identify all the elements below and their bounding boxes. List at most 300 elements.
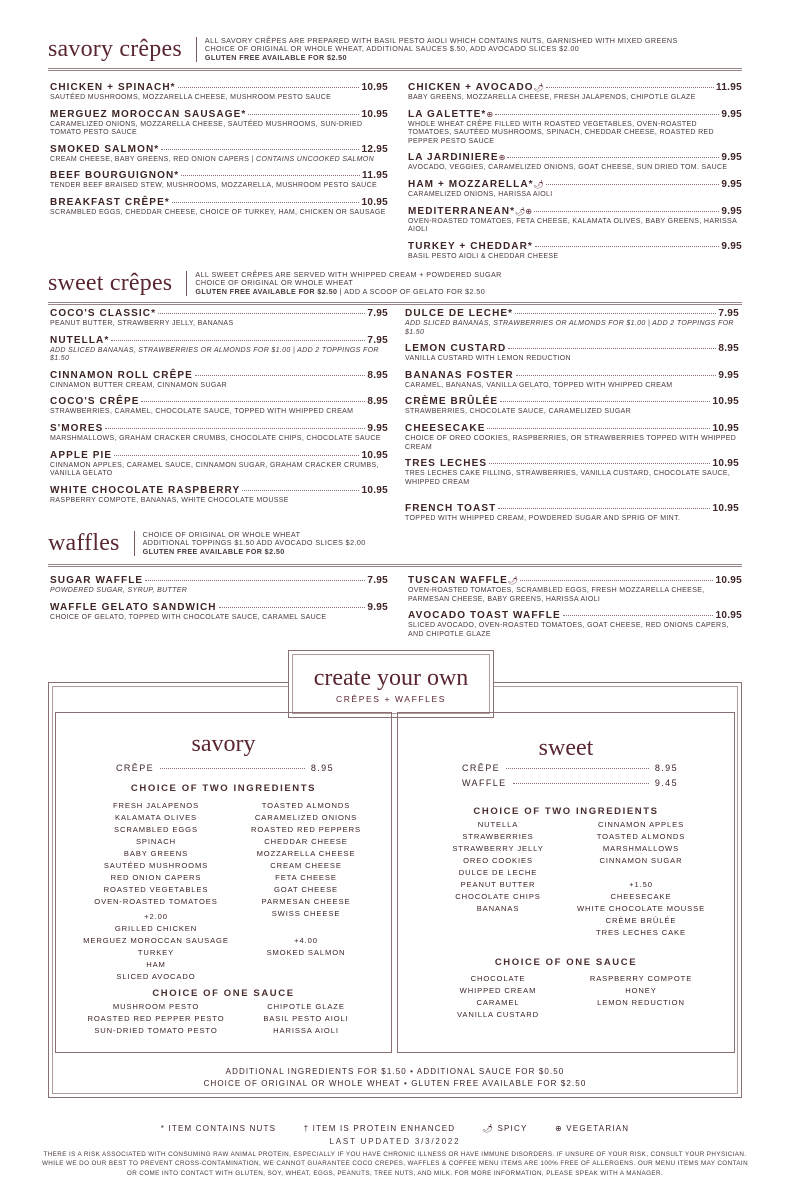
dot-leader [508, 348, 716, 349]
dot-leader [563, 615, 714, 616]
legend-nuts: * ITEM CONTAINS NUTS [160, 1124, 277, 1133]
option-item: SPINACH [135, 837, 177, 846]
item-description [405, 382, 739, 391]
diet-icon: 🌶 [533, 179, 544, 189]
savory-ingredients-heading: CHOICE OF TWO INGREDIENTS [130, 783, 317, 794]
menu-item [408, 179, 742, 200]
waffles-left-column [50, 575, 388, 628]
item-description-text: OVEN-ROASTED TOMATOES, SCRAMBLED EGGS, FRESH MOZZARELLA CHEESE, PARMESAN CHEESE, BABY GREENS, HARISSA AIOLI [408, 587, 705, 603]
item-price: 12.95 [361, 143, 388, 155]
menu-item [405, 343, 739, 364]
menu-item [50, 82, 388, 103]
item-price: 9.95 [718, 369, 739, 381]
base-price: 8.95 [654, 763, 678, 773]
legend-spicy: 🌶 SPICY [482, 1124, 528, 1133]
item-price: 10.95 [715, 610, 742, 622]
item-description-text: WHOLE WHEAT CRÊPE FILLED WITH ROASTED VEGETABLES, OVEN-ROASTED TOMATOES, SAUTÉED MUSHROOMS, SPINACH, CHEDDAR CHEESE, ROASTED RED PEPPER PESTO SAUCE [408, 120, 714, 145]
item-price: 7.95 [367, 334, 388, 346]
item-description-text: BASIL PESTO AIOLI & CHEDDAR CHEESE [408, 252, 559, 260]
waffles-note [134, 531, 366, 556]
item-price: 10.95 [361, 484, 388, 496]
item-name: FRENCH TOAST [405, 503, 497, 515]
savory-sauce-right [216, 1001, 396, 1037]
menu-item [50, 575, 388, 596]
item-description-text: CHOICE OF OREO COOKIES, RASPBERRIES, OR STRAWBERRIES TOPPED WITH WHIPPED CREAM [405, 434, 737, 451]
option-item: SAUTÉED MUSHROOMS [103, 861, 209, 870]
savory-title: savory crêpes [48, 36, 182, 62]
item-name: CHICKEN + AVOCADO [408, 82, 534, 93]
item-name: SUGAR WAFFLE [50, 575, 144, 586]
item-name: TURKEY + CHEDDAR* [408, 240, 533, 252]
dot-leader [158, 313, 365, 314]
menu-item [405, 308, 739, 337]
menu-item [408, 82, 742, 103]
item-description-text: BABY GREENS, MOZZARELLA CHEESE, FRESH JALAPENOS, CHIPOTLE GLAZE [408, 94, 696, 101]
item-description-text: CARAMEL, BANANAS, VANILLA GELATO, TOPPED WITH WHIPPED CREAM [405, 381, 673, 389]
item-description [405, 470, 739, 487]
dot-leader [111, 340, 365, 341]
option-item: MOZZARELLA CHEESE [256, 849, 356, 858]
sweet-title: sweet crêpes [48, 270, 173, 296]
item-price: 10.95 [712, 396, 739, 408]
item-description [408, 622, 742, 639]
menu-item [408, 206, 742, 235]
item-description-text: TOPPED WITH WHIPPED CREAM, POWDERED SUGAR AND SPRIG OF MINT. [405, 515, 681, 523]
item-name: TUSCAN WAFFLE [408, 575, 508, 586]
item-description [50, 462, 388, 479]
item-name: APPLE PIE [50, 449, 113, 461]
sweet-panel [397, 712, 735, 1053]
savory-sauce-heading: CHOICE OF ONE SAUCE [152, 988, 295, 999]
item-description [408, 164, 742, 173]
dot-leader [114, 455, 359, 456]
item-name: NUTELLA* [50, 334, 110, 346]
create-your-own-title: create your own [313, 665, 469, 691]
menu-item [50, 197, 388, 218]
option-item: FETA CHEESE [275, 873, 337, 882]
dot-leader [172, 202, 360, 203]
item-description [405, 355, 739, 364]
sweet-header [48, 270, 502, 297]
option-item: MUSHROOM PESTO [112, 1002, 200, 1011]
option-item: GRILLED CHICKEN [114, 924, 198, 933]
sweet-ingredients-right [548, 819, 734, 867]
item-description [405, 435, 739, 452]
option-item: WHIPPED CREAM [459, 986, 537, 995]
option-item: ROASTED RED PEPPER PESTO [87, 1014, 225, 1023]
option-item: SCRAMBLED EGGS [114, 825, 198, 834]
savory-note-line: CHOICE OF ORIGINAL OR WHOLE WHEAT, ADDITIONAL SAUCES $.50, ADD AVOCADO SLICES $2.00 [204, 44, 580, 54]
dot-leader [242, 490, 359, 491]
item-description [50, 382, 388, 391]
item-description-text: SAUTÉED MUSHROOMS, MOZZARELLA CHEESE, MUSHROOM PESTO SAUCE [50, 94, 332, 101]
savory-note [196, 37, 678, 62]
item-name: TRES LECHES [405, 458, 488, 470]
sweet-panel-title: sweet [538, 735, 594, 761]
price-tier-label: +4.00 [294, 936, 318, 945]
waffles-right-column [408, 575, 742, 645]
price-tier-label: +2.00 [144, 912, 168, 921]
option-item: HARISSA AIOLI [273, 1026, 339, 1035]
item-description [50, 121, 388, 138]
item-name: SMOKED SALMON* [50, 143, 160, 155]
menu-item [408, 152, 742, 173]
item-name: BANANAS FOSTER [405, 369, 514, 381]
dot-leader [145, 580, 365, 581]
diet-icon: 🌶 [533, 83, 544, 92]
sweet-base-waffle [462, 778, 678, 788]
item-description-text: STRAWBERRIES, CHOCOLATE SAUCE, CARAMELIZED SUGAR [405, 408, 632, 416]
dot-leader [535, 246, 719, 247]
menu-item [408, 241, 742, 262]
item-name: AVOCADO TOAST WAFFLE [408, 610, 561, 622]
sweet-note [186, 271, 501, 296]
menu-item [408, 575, 742, 604]
savory-header [48, 36, 678, 63]
item-description [405, 320, 739, 337]
base-name: CRÊPE [462, 763, 501, 773]
item-description-text: CARAMELIZED ONIONS, HARISSA AIOLI [408, 190, 553, 198]
dot-leader [487, 428, 710, 429]
dot-leader [178, 87, 360, 88]
item-price: 8.95 [367, 369, 388, 381]
option-item: BABY GREENS [123, 849, 189, 858]
item-name: LA JARDINIERE [408, 152, 499, 164]
item-name: CINNAMON ROLL CRÊPE [50, 369, 193, 381]
option-item: STRAWBERRIES [462, 832, 534, 841]
item-description [50, 347, 388, 364]
item-description-note: | CONTAINS UNCOOKED SALMON [249, 155, 375, 163]
dot-leader [219, 607, 366, 608]
option-item: CHOCOLATE CHIPS [455, 892, 541, 901]
option-item: CARAMEL [476, 998, 520, 1007]
sweet-ingredients-heading: CHOICE OF TWO INGREDIENTS [473, 806, 659, 817]
option-item: DULCE DE LECHE [458, 868, 538, 877]
item-description [408, 587, 742, 604]
item-description-text: TENDER BEEF BRAISED STEW, MUSHROOMS, MOZZARELLA, MUSHROOM PESTO SAUCE [50, 182, 378, 190]
sweet-note-line: ALL SWEET CRÊPES ARE SERVED WITH WHIPPED CREAM + POWDERED SUGAR [195, 270, 502, 280]
legend [0, 1124, 790, 1133]
item-price: 9.95 [721, 240, 742, 252]
item-price: 10.95 [712, 422, 739, 434]
menu-item [408, 610, 742, 639]
waffles-note-line: CHOICE OF ORIGINAL OR WHOLE WHEAT [142, 530, 301, 540]
sweet-right-column [405, 308, 739, 530]
item-description [50, 320, 388, 329]
dot-leader [141, 401, 365, 402]
divider [48, 302, 742, 305]
item-description-text: SCRAMBLED EGGS, CHEDDAR CHEESE, CHOICE OF TURKEY, HAM, CHICKEN OR SAUSAGE [50, 208, 386, 216]
diet-icon: 🌶 [507, 576, 519, 585]
dot-leader [513, 783, 649, 784]
item-description [405, 515, 739, 524]
dot-leader [495, 114, 719, 115]
item-name: CHEESECAKE [405, 422, 486, 434]
item-description-text: MARSHMALLOWS, GRAHAM CRACKER CRUMBS, CHOCOLATE CHIPS, CHOCOLATE SAUCE [50, 434, 381, 442]
diet-icon: ⊕ [498, 153, 506, 163]
option-item: CHEDDAR CHEESE [264, 837, 348, 846]
option-item: STRAWBERRY JELLY [452, 844, 544, 853]
dot-leader [500, 401, 710, 402]
item-description-note: POWDERED SUGAR, SYRUP, BUTTER [50, 587, 188, 594]
diet-icon: 🌶⊕ [515, 206, 532, 216]
dot-leader [534, 211, 719, 212]
item-description [50, 497, 388, 506]
item-price: 9.95 [367, 422, 388, 434]
option-item: CRÈME BRÛLÉE [605, 916, 677, 925]
item-description-text: SLICED AVOCADO, OVEN-ROASTED TOMATOES, GOAT CHEESE, RED ONIONS CAPERS, AND CHIPOTLE GLAZE [408, 622, 729, 638]
item-description [50, 614, 388, 623]
menu-item [50, 485, 388, 506]
savory-left-column [50, 82, 388, 224]
item-price: 9.95 [367, 601, 388, 613]
item-description-text: OVEN-ROASTED TOMATOES, FETA CHEESE, KALAMATA OLIVES, BABY GREENS, HARISSA AIOLI [408, 217, 737, 234]
dot-leader [507, 157, 719, 158]
dot-leader [195, 375, 365, 376]
option-item: CINNAMON SUGAR [599, 856, 683, 865]
item-price: 7.95 [718, 308, 739, 319]
legend-vegetarian: ⊕ VEGETARIAN [554, 1124, 630, 1133]
option-item: RED ONION CAPERS [110, 873, 202, 882]
option-item: VANILLA CUSTARD [456, 1010, 539, 1019]
item-price: 7.95 [367, 575, 388, 586]
sweet-left-column [50, 308, 388, 511]
dot-leader [489, 463, 710, 464]
item-name: COCO'S CLASSIC* [50, 308, 157, 319]
item-price: 11.95 [362, 170, 388, 182]
option-item: CARAMELIZED ONIONS [254, 813, 358, 822]
item-description-text: CARAMELIZED ONIONS, MOZZARELLA CHEESE, SAUTÉED MUSHROOMS, SUN-DRIED TOMATO PESTO SAUCE [50, 120, 363, 137]
sweet-plus-list [548, 879, 734, 939]
price-tier-label: +1.50 [629, 880, 653, 889]
item-price: 8.95 [718, 343, 739, 355]
savory-panel [55, 712, 392, 1053]
divider [48, 564, 742, 567]
item-price: 9.95 [721, 178, 742, 190]
item-description [405, 408, 739, 417]
item-name: MEDITERRANEAN* [408, 205, 516, 217]
item-price: 10.95 [361, 82, 388, 93]
dot-leader [546, 184, 720, 185]
item-description-text: RASPBERRY COMPOTE, BANANAS, WHITE CHOCOLATE MOUSSE [50, 496, 289, 504]
item-description-text: CINNAMON APPLES, CARAMEL SAUCE, CINNAMON SUGAR, GRAHAM CRACKER CRUMBS, VANILLA GELATO [50, 461, 379, 478]
item-description [50, 435, 388, 444]
item-name: COCO'S CRÊPE [50, 396, 140, 408]
item-description [408, 253, 742, 262]
item-name: WHITE CHOCOLATE RASPBERRY [50, 484, 241, 496]
savory-note-line: ALL SAVORY CRÊPES ARE PREPARED WITH BASIL PESTO AIOLI WHICH CONTAINS NUTS, GARNISHED WITH MIXED GREENS [204, 36, 678, 46]
savory-note-line: GLUTEN FREE AVAILABLE FOR $2.50 [204, 52, 347, 62]
legend-protein: † ITEM IS PROTEIN ENHANCED [303, 1124, 456, 1133]
item-name: DULCE DE LECHE* [405, 308, 514, 319]
sweet-note-line: | ADD A SCOOP OF GELATO FOR $2.50 [337, 286, 486, 296]
dot-leader [161, 149, 359, 150]
item-description [50, 587, 388, 596]
option-item: SMOKED SALMON [266, 948, 346, 957]
menu-item [408, 109, 742, 147]
option-item: CHEESECAKE [610, 892, 672, 901]
last-updated: LAST UPDATED 3/3/2022 [329, 1137, 461, 1146]
item-description-text: STRAWBERRIES, CARAMEL, CHOCOLATE SAUCE, TOPPED WITH WHIPPED CREAM [50, 408, 354, 416]
base-name: CRÊPE [116, 763, 155, 773]
option-item: HAM [146, 960, 166, 969]
menu-item [405, 370, 739, 391]
savory-panel-title: savory [191, 731, 256, 757]
item-name: LEMON CUSTARD [405, 343, 507, 355]
dot-leader [516, 375, 717, 376]
item-description [408, 218, 742, 235]
item-name: CRÈME BRÛLÉE [405, 396, 499, 408]
item-price: 11.95 [716, 82, 742, 93]
option-item: ROASTED RED PEPPERS [251, 825, 361, 834]
option-item: TOASTED ALMONDS [596, 832, 686, 841]
menu-item [50, 109, 388, 138]
item-price: 9.95 [721, 205, 742, 217]
sweet-sauce-heading: CHOICE OF ONE SAUCE [494, 957, 638, 968]
divider [48, 68, 742, 71]
option-item: MARSHMALLOWS [602, 844, 680, 853]
option-item: KALAMATA OLIVES [114, 813, 197, 822]
option-item: CREAM CHEESE [270, 861, 342, 870]
option-item: FRESH JALAPENOS [112, 801, 200, 810]
option-item: SUN-DRIED TOMATO PESTO [94, 1026, 218, 1035]
base-price: 8.95 [310, 763, 334, 773]
item-price: 9.95 [721, 152, 742, 164]
item-description-note: ADD SLICED BANANAS, STRAWBERRIES OR ALMONDS FOR $1.00 | ADD 2 TOPPINGS FOR $1.50 [405, 320, 734, 336]
item-name: HAM + MOZZARELLA* [408, 178, 534, 190]
menu-item [50, 396, 388, 417]
item-description [50, 182, 388, 191]
option-item: LEMON REDUCTION [597, 998, 685, 1007]
option-item: TOASTED ALMONDS [261, 801, 351, 810]
dot-leader [506, 768, 649, 769]
option-item: OVEN-ROASTED TOMATOES [94, 897, 218, 906]
menu-item [50, 308, 388, 329]
waffles-note-line: GLUTEN FREE AVAILABLE FOR $2.50 [142, 546, 285, 556]
dot-leader [248, 114, 359, 115]
option-item: SWISS CHEESE [271, 909, 341, 918]
option-item: HONEY [625, 986, 657, 995]
option-item: OREO COOKIES [463, 856, 533, 865]
menu-item [50, 450, 388, 479]
cyo-footer-note [60, 1066, 730, 1090]
item-name: WAFFLE GELATO SANDWICH [50, 601, 217, 613]
savory-ingredients-right [216, 800, 396, 920]
dot-leader [105, 428, 365, 429]
dot-leader [498, 508, 710, 509]
cyo-footer-line: ADDITIONAL INGREDIENTS FOR $1.50 • ADDITIONAL SAUCE FOR $0.50 [225, 1067, 565, 1076]
menu-item [50, 335, 388, 364]
sweet-note-line: CHOICE OF ORIGINAL OR WHOLE WHEAT [195, 278, 354, 288]
sweet-note-line: GLUTEN FREE AVAILABLE FOR $2.50 [195, 286, 338, 296]
item-price: 10.95 [715, 575, 742, 586]
option-item: PEANUT BUTTER [460, 880, 536, 889]
item-description-text: AVOCADO, VEGGIES, CARAMELIZED ONIONS, GOAT CHEESE, SUN DRIED TOM. SAUCE [408, 164, 728, 172]
item-name: CHICKEN + SPINACH* [50, 82, 176, 93]
menu-item [50, 423, 388, 444]
item-description-text: CHOICE OF GELATO, TOPPED WITH CHOCOLATE SAUCE, CARAMEL SAUCE [50, 613, 327, 621]
item-description [408, 121, 742, 147]
option-item: ROASTED VEGETABLES [103, 885, 209, 894]
option-item: WHITE CHOCOLATE MOUSSE [576, 904, 706, 913]
item-price: 7.95 [367, 308, 388, 319]
menu-item [50, 144, 388, 165]
item-description-text: CINNAMON BUTTER CREAM, CINNAMON SUGAR [50, 381, 228, 389]
item-name: LA GALETTE* [408, 108, 487, 120]
item-price: 9.95 [721, 108, 742, 120]
sweet-sauce-right [548, 973, 734, 1009]
option-item: RASPBERRY COMPOTE [589, 974, 693, 983]
option-item: BANANAS [476, 904, 520, 913]
item-name: BREAKFAST CRÊPE* [50, 196, 170, 208]
item-price: 10.95 [712, 458, 739, 470]
menu-item [50, 370, 388, 391]
dot-leader [515, 313, 716, 314]
menu-item [405, 423, 739, 452]
waffles-note-line: ADDITIONAL TOPPINGS $1.50 ADD AVOCADO SLICES $2.00 [142, 538, 366, 548]
item-description-text: PEANUT BUTTER, STRAWBERRY JELLY, BANANAS [50, 320, 234, 327]
item-name: BEEF BOURGUIGNON* [50, 170, 180, 182]
base-name: WAFFLE [462, 778, 507, 788]
item-description [408, 94, 742, 103]
option-item: MERGUEZ MOROCCAN SAUSAGE [83, 936, 229, 945]
item-description [50, 94, 388, 103]
item-description [50, 408, 388, 417]
base-price: 9.45 [654, 778, 678, 788]
savory-right-column [408, 82, 742, 267]
dot-leader [546, 87, 714, 88]
dot-leader [181, 175, 360, 176]
savory-plus4-list [216, 935, 396, 959]
option-item: CINNAMON APPLES [597, 820, 685, 829]
dot-leader [160, 768, 305, 769]
menu-item [405, 396, 739, 417]
title-box-inner [292, 654, 490, 714]
option-item: CHIPOTLE GLAZE [267, 1002, 345, 1011]
diet-icon: ⊕ [486, 109, 494, 119]
item-price: 8.95 [367, 396, 388, 408]
menu-item [405, 503, 739, 524]
waffles-header [48, 530, 366, 557]
item-price: 10.95 [361, 108, 388, 120]
option-item: TURKEY [137, 948, 175, 957]
menu-item [405, 458, 739, 487]
menu-item [50, 602, 388, 623]
option-item: TRES LECHES CAKE [596, 928, 686, 937]
item-description-note: ADD SLICED BANANAS, STRAWBERRIES OR ALMONDS FOR $1.00 | ADD 2 TOPPINGS FOR $1.50 [50, 346, 379, 363]
item-description [50, 209, 388, 218]
option-item: BASIL PESTO AIOLI [263, 1014, 349, 1023]
option-item: SLICED AVOCADO [116, 972, 196, 981]
item-description-text: CREAM CHEESE, BABY GREENS, RED ONION CAPERS [50, 155, 250, 163]
waffles-title: waffles [48, 530, 120, 556]
option-item: NUTELLA [477, 820, 519, 829]
option-item: CHOCOLATE [470, 974, 526, 983]
create-your-own-subtitle: CRÊPES + WAFFLES [335, 694, 447, 704]
option-item: GOAT CHEESE [273, 885, 339, 894]
item-price: 10.95 [361, 196, 388, 208]
item-description [50, 156, 388, 165]
item-description [408, 191, 742, 200]
savory-base-crepe [116, 763, 334, 773]
item-name: MERGUEZ MOROCCAN SAUSAGE* [50, 108, 247, 120]
item-name: S'MORES [50, 422, 104, 434]
create-your-own-title-box [288, 650, 494, 718]
item-description-text: VANILLA CUSTARD WITH LEMON REDUCTION [405, 355, 571, 363]
allergen-disclaimer: THERE IS A RISK ASSOCIATED WITH CONSUMING RAW ANIMAL PROTEIN, ESPECIALLY IF YOU HAVE CHRONIC ILLNESS OR HAVE IMMUNE DISORDERS. IF UNSURE OF YOUR RISK, CONSULT YOUR PHYSICIAN. WHILE WE DO OUR BEST TO PREVENT CROSS-CONTAMINATION, WE CANNOT GUARANTEE COCO CREPES, WAFFLES & COFFEE MENU ITEMS ARE 100% FREE OF ALLERGENS. OUR MENU ITEMS MAY CONTAIN OR COME INTO CONTACT WITH GLUTEN, SOY, WHEAT, EGGS, PEANUTS, TREE NUTS, AND MILK. FOR MORE INFORMATION, PLEASE SPEAK WITH A MANAGER. [41, 1151, 749, 1177]
item-price: 10.95 [361, 449, 388, 461]
sweet-base-crepe [462, 763, 678, 773]
